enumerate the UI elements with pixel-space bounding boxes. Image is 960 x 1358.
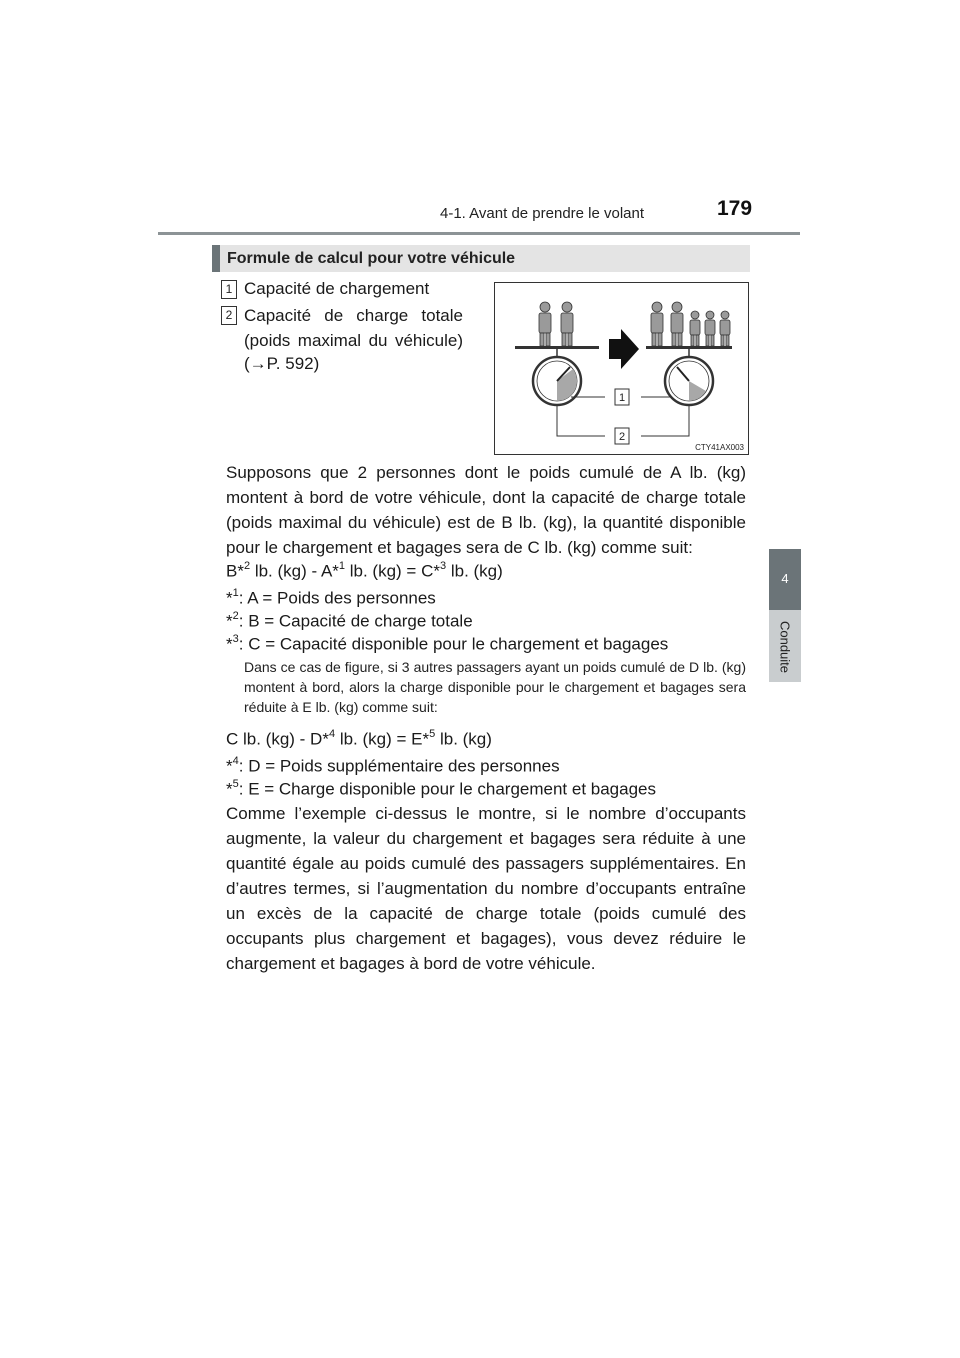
right-arrow-icon xyxy=(609,329,639,369)
formula-1-sup: 3 xyxy=(439,560,447,572)
item-number-2: 2 xyxy=(221,306,237,325)
callout-1: 1 xyxy=(618,392,626,404)
left-scale-plate xyxy=(515,346,599,349)
figure-code: CTY41AX003 xyxy=(695,443,744,452)
formula-2 xyxy=(226,724,492,751)
formula-1-sup: 2 xyxy=(243,560,251,572)
five-persons-icon xyxy=(651,302,730,346)
chapter-tab-number: 4 xyxy=(781,571,789,586)
formula-1-sup: 1 xyxy=(338,560,346,572)
formula-1-part: B* xyxy=(226,561,244,581)
item-1-text: Capacité de chargement xyxy=(244,279,430,298)
chapter-tab xyxy=(769,549,801,610)
footnote-2: *$^2$: B = Capacité de charge totale xyxy=(226,610,473,631)
item-2-line-3: (→P. 592) xyxy=(244,354,320,373)
formula-1-part: lb. (kg) - A* xyxy=(250,561,339,581)
chapter-label xyxy=(776,617,794,677)
footnote-1: *$^1$: A = Poids des personnes xyxy=(226,587,436,608)
formula-2-sup: 4 xyxy=(328,728,336,740)
item-2-line-2: (poids maximal du véhicule) xyxy=(244,331,463,350)
item-number-1: 1 xyxy=(221,280,237,299)
two-persons-icon xyxy=(539,302,573,346)
section-heading xyxy=(212,245,750,272)
formula-1-part: lb. (kg) = C* xyxy=(345,561,440,581)
load-capacity-illustration xyxy=(495,283,748,454)
formula-1 xyxy=(226,556,503,583)
paragraph-example: Dans ce cas de figure, si 3 autres passagers ayant un poids cumulé de D lb. (kg) montent à bord, alors la charge disponible pour le chargement et bagages sera réduite à E lb. (kg) comme suit: xyxy=(244,659,746,715)
callout-2: 2 xyxy=(618,431,626,443)
page-number: 179 xyxy=(717,197,753,220)
paragraph-intro: Supposons que 2 personnes dont le poids cumulé de A lb. (kg) montent à bord de votre véhicule, dont la capacité de charge totale (poids maximal du véhicule) est de B lb. (kg), la quantité disponible pour le chargement et bagages sera de C lb. (kg) comme suit: xyxy=(226,463,746,557)
paragraph-conclusion: Comme l’exemple ci-dessus le montre, si le nombre d’occupants augmente, la valeur du chargement et bagages sera réduite à une quantité égale au poids cumulé des passagers supplémentaires. En d’autres termes, si l’augmentation du nombre d’occupants entraîne un excès de la capacité de charge totale (poids cumulé des occupants plus chargement et bagages), vous devez réduire le chargement et bagages à bord de votre véhicule. xyxy=(226,804,746,973)
footnote-4: *$^4$: D = Poids supplémentaire des personnes xyxy=(226,755,560,776)
formula-1-part: lb. (kg) xyxy=(446,561,503,581)
section-heading-text: Formule de calcul pour votre véhicule xyxy=(227,250,516,267)
load-capacity-figure xyxy=(494,282,749,455)
footnote-5: *$^5$: E = Charge disponible pour le chargement et bagages xyxy=(226,778,656,799)
section-breadcrumb: 4-1. Avant de prendre le volant xyxy=(440,205,645,222)
chapter-label-text: Conduite xyxy=(777,620,793,674)
formula-2-part: lb. (kg) xyxy=(435,729,492,749)
formula-2-part: lb. (kg) = E* xyxy=(335,729,430,749)
header-divider xyxy=(158,232,800,235)
formula-2-sup: 5 xyxy=(429,728,436,740)
item-2-line-1: Capacité de charge totale xyxy=(244,306,463,325)
formula-2-part: C lb. (kg) - D* xyxy=(226,729,329,749)
footnote-3: *$^3$: C = Capacité disponible pour le chargement et bagages xyxy=(226,633,669,654)
right-scale-plate xyxy=(646,346,732,349)
